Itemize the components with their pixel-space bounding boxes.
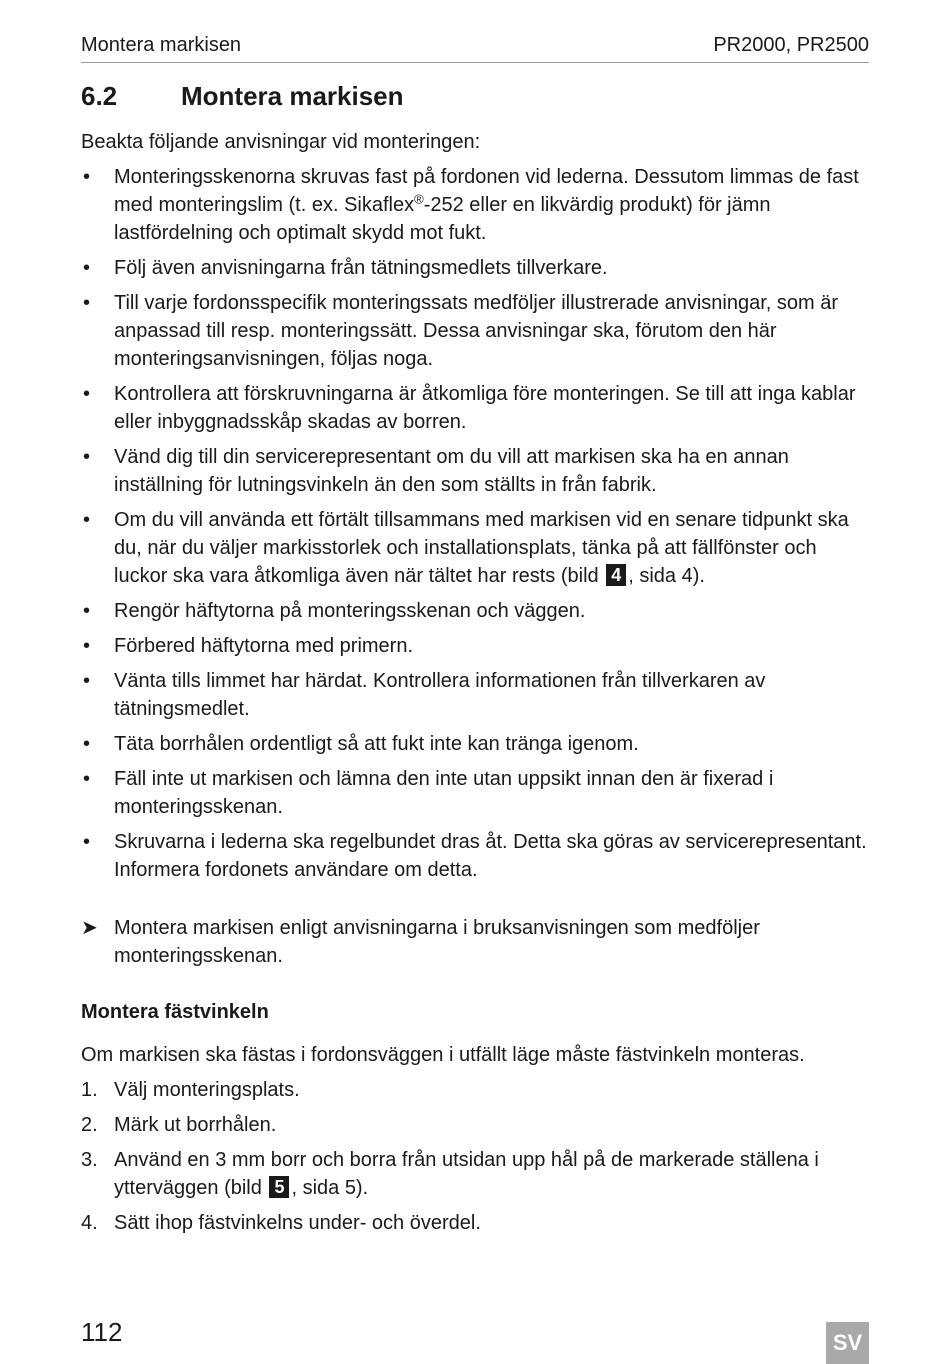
steps-intro-text: Om markisen ska fästas i fordonsväggen i utfällt läge måste fästvinkeln monteras. [81, 1044, 805, 1066]
step-item: 3. Använd en 3 mm borr och borra från utsidan upp hål på de markerade ställena i ytterväggen (bild 5 , sida 5). [81, 1146, 871, 1202]
action-text: Montera markisen enligt anvisningarna i bruksanvisningen som medföljer monteringsskenan. [114, 917, 760, 967]
section-title: Montera markisen [181, 81, 404, 111]
page-number: 112 [81, 1317, 123, 1347]
instruction-bullet-list [81, 163, 871, 884]
bullet-icon: • [83, 831, 91, 853]
bullet-icon: • [83, 166, 91, 188]
bullet-item: • Om du vill använda ett förtält tillsammans med markisen vid en senare tidpunkt ska du, när du väljer markisstorlek och installationsplats, tänka på att fällfönster och luckor ska vara åtkomliga även när tältet har rests (bild 4 , sida 4). [81, 506, 871, 590]
step-number: 1. [81, 1079, 98, 1101]
page-header [81, 28, 869, 63]
bullet-item: • Vänta tills limmet har härdat. Kontrollera informationen från tillverkaren av tätningsmedlet. [81, 667, 871, 723]
figure-reference-badge: 5 [269, 1176, 289, 1198]
bullet-item: • Rengör häftytorna på monteringsskenan och väggen. [81, 597, 871, 625]
bullet-icon: • [83, 446, 91, 468]
registered-mark: ® [414, 191, 424, 207]
bullet-item: • Förbered häftytorna med primern. [81, 632, 871, 660]
language-badge: SV [826, 1322, 869, 1364]
step-number: 2. [81, 1114, 98, 1136]
bullet-item: • Fäll inte ut markisen och lämna den inte utan uppsikt innan den är fixerad i monteringsskenan. [81, 765, 871, 821]
bullet-icon: • [83, 635, 91, 657]
main-content [81, 128, 871, 1244]
header-chapter-title: Montera markisen [81, 34, 242, 56]
intro-text: Beakta följande anvisningar vid monteringen: [81, 131, 481, 153]
bullet-icon: • [83, 768, 91, 790]
figure-reference-badge: 4 [606, 564, 626, 586]
step-item: 4. Sätt ihop fästvinkelns under- och överdel. [81, 1209, 871, 1237]
step-number: 4. [81, 1212, 98, 1234]
step-number: 3. [81, 1149, 98, 1171]
action-instruction [81, 914, 871, 970]
header-model-numbers: PR2000, PR2500 [713, 34, 869, 56]
bullet-icon: • [83, 670, 91, 692]
section-number: 6.2 [81, 81, 118, 111]
step-item: 2. Märk ut borrhålen. [81, 1111, 871, 1139]
bullet-icon: • [83, 600, 91, 622]
bullet-icon: • [83, 383, 91, 405]
numbered-step-list [81, 1076, 871, 1237]
bullet-item: • Monteringsskenorna skruvas fast på fordonen vid lederna. Dessutom limmas de fast med monteringslim (t. ex. Sikaflex®-252 eller en likvärdig produkt) för jämn lastfördelning och optimalt skydd mot fukt. [81, 163, 871, 247]
bullet-item: • Skruvarna i lederna ska regelbundet dras åt. Detta ska göras av servicerepresentant. Informera fordonets användare om detta. [81, 828, 871, 884]
bullet-item: • Kontrollera att förskruvningarna är åtkomliga före monteringen. Se till att inga kablar eller inbyggnadsskåp skadas av borren. [81, 380, 871, 436]
subheading: Montera fästvinkeln [81, 1001, 269, 1023]
bullet-icon: • [83, 733, 91, 755]
bullet-icon: • [83, 257, 91, 279]
section-heading [81, 80, 404, 112]
bullet-icon: • [83, 509, 91, 531]
bullet-item: • Följ även anvisningarna från tätningsmedlets tillverkare. [81, 254, 871, 282]
bullet-icon: • [83, 292, 91, 314]
bullet-item: • Vänd dig till din servicerepresentant om du vill att markisen ska ha en annan inställning för lutningsvinkeln än den som ställts in från fabrik. [81, 443, 871, 499]
bullet-item: • Till varje fordonsspecifik monteringssats medföljer illustrerade anvisningar, som är anpassad till resp. monteringssätt. Dessa anvisningar ska, förutom den här monteringsanvisningen, följas noga. [81, 289, 871, 373]
bullet-item: • Täta borrhålen ordentligt så att fukt inte kan tränga igenom. [81, 730, 871, 758]
arrow-icon: ➤ [81, 917, 98, 939]
step-item: 1. Välj monteringsplats. [81, 1076, 871, 1104]
